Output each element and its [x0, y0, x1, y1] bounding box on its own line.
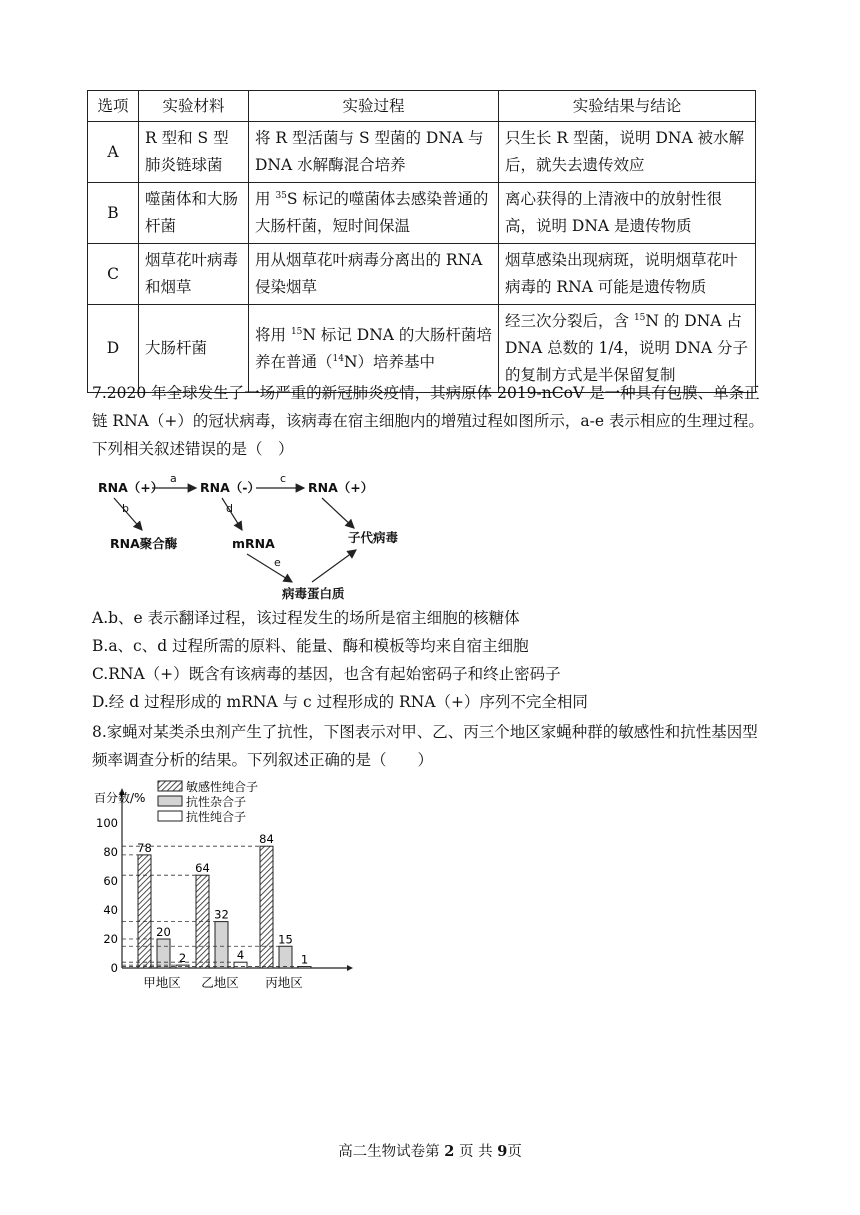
- isotope-sup: 15: [633, 313, 646, 323]
- arrow-protein-to-virus: [312, 550, 356, 582]
- table-header: 实验材料: [139, 91, 249, 122]
- question-8-stem: 8.家蝇对某类杀虫剂产生了抗性，下图表示对甲、乙、丙三个地区家蝇种群的敏感性和抗性基因型频率调查分析的结果。下列叙述正确的是（ ）: [92, 723, 758, 769]
- page-footer: [0, 1140, 860, 1161]
- y-tick-label: 80: [103, 845, 118, 859]
- option-cell: B: [88, 183, 139, 244]
- experiment-table: [87, 90, 755, 393]
- result-cell: 只生长 R 型菌，说明 DNA 被水解后，就失去遗传效应: [499, 122, 756, 183]
- bar-value-label: 2: [178, 951, 187, 966]
- gene-frequency-chart: [92, 775, 362, 995]
- bar: [215, 922, 228, 968]
- category-label: 乙地区: [201, 975, 239, 990]
- table-row: [88, 183, 756, 244]
- viral-protein-node: 病毒蛋白质: [282, 586, 345, 601]
- process-cell: 用从烟草花叶病毒分离出的 RNA 侵染烟草: [249, 244, 499, 305]
- table-row: [88, 122, 756, 183]
- label-c: c: [280, 472, 287, 485]
- arrow-rna-to-virus: [322, 498, 354, 528]
- legend-label: 抗性纯合子: [186, 810, 247, 824]
- label-a: a: [170, 472, 177, 485]
- isotope-sup: 15: [290, 326, 303, 337]
- progeny-virus-node: 子代病毒: [348, 530, 399, 545]
- rna-plus-node: RNA（+）: [98, 480, 164, 495]
- material-cell: 大肠杆菌: [139, 305, 249, 393]
- footer-text: 页: [507, 1144, 522, 1160]
- option-cell: D: [88, 305, 139, 393]
- q7-option-d: D.经 d 过程形成的 mRNA 与 c 过程形成的 RNA（+）序列不完全相同: [92, 693, 588, 711]
- legend-swatch: [158, 811, 182, 821]
- y-tick-label: 0: [110, 961, 118, 975]
- footer-text: 页 共: [454, 1144, 498, 1160]
- table-header: 实验结果与结论: [499, 91, 756, 122]
- question-7-stem: 7.2020 年全球发生了一场严重的新冠肺炎疫情，其病原体 2019-nCoV 是一种具有包膜、单条正链 RNA（+）的冠状病毒，该病毒在宿主细胞内的增殖过程如图所示，a-e 表示相应的生理过程。下列相关叙述错误的是（ ）: [92, 384, 764, 458]
- label-b: b: [122, 502, 129, 515]
- bar: [279, 946, 292, 968]
- result-text: 经三次分裂后，含: [505, 312, 634, 330]
- total-pages: 9: [497, 1143, 508, 1160]
- page-number: 2: [444, 1143, 455, 1160]
- option-cell: C: [88, 244, 139, 305]
- bar-value-label: 15: [278, 932, 293, 947]
- bar-value-label: 4: [236, 948, 245, 963]
- material-cell: 噬菌体和大肠杆菌: [139, 183, 249, 244]
- category-label: 丙地区: [265, 975, 303, 990]
- y-tick-label: 20: [103, 932, 118, 946]
- label-e: e: [274, 556, 281, 569]
- category-label: 甲地区: [143, 975, 181, 990]
- bar-value-label: 20: [156, 925, 171, 939]
- table-header: 选项: [88, 91, 139, 122]
- table-header: 实验过程: [249, 91, 499, 122]
- process-text: S 标记的噬菌体去感染普通的大肠杆菌，短时间保温: [255, 190, 489, 235]
- process-text: N）培养基中: [343, 352, 436, 371]
- process-cell: 将 R 型活菌与 S 型菌的 DNA 与 DNA 水解酶混合培养: [249, 122, 499, 183]
- option-cell: A: [88, 122, 139, 183]
- bar-value-label: 84: [259, 832, 274, 847]
- bar: [298, 967, 311, 968]
- mrna-node: mRNA: [232, 536, 275, 551]
- legend-label: 抗性杂合子: [186, 795, 247, 809]
- isotope-sup: 14: [332, 353, 344, 364]
- label-d: d: [226, 502, 233, 515]
- bar-value-label: 78: [137, 840, 152, 855]
- result-cell: 离心获得的上清液中的放射性很高，说明 DNA 是遗传物质: [499, 183, 756, 244]
- bar: [157, 939, 170, 968]
- legend-label: 敏感性纯合子: [186, 780, 259, 794]
- result-text: N 的 DNA 占 DNA 总数的 1/4，说明 DNA 分子的复制方式是半保留复制: [505, 312, 749, 384]
- bar-value-label: 1: [300, 952, 309, 967]
- y-tick-label: 100: [96, 816, 118, 830]
- legend-swatch: [158, 796, 182, 806]
- bar-value-label: 64: [195, 861, 210, 876]
- bar: [260, 846, 273, 968]
- virus-replication-diagram: [92, 470, 412, 605]
- bar-value-label: 32: [214, 907, 229, 922]
- q7-option-b: B.a、c、d 过程所需的原料、能量、酶和模板等均来自宿主细胞: [92, 637, 529, 655]
- process-text: 将用: [255, 325, 291, 344]
- q7-option-c: C.RNA（+）既含有该病毒的基因，也含有起始密码子和终止密码子: [92, 665, 561, 683]
- q7-option-a: A.b、e 表示翻译过程，该过程发生的场所是宿主细胞的核糖体: [92, 609, 520, 627]
- rna-polymerase-node: RNA聚合酶: [110, 536, 178, 551]
- arrow-e: [247, 554, 292, 582]
- process-text: 用: [255, 190, 276, 208]
- footer-text: 高二生物试卷第: [338, 1144, 445, 1160]
- rna-minus-node: RNA（-）: [200, 480, 260, 495]
- y-tick-label: 60: [103, 874, 118, 888]
- isotope-sup: 35: [275, 191, 287, 201]
- bar: [234, 962, 247, 968]
- material-cell: 烟草花叶病毒和烟草: [139, 244, 249, 305]
- process-cell: [249, 183, 499, 244]
- table-row: [88, 244, 756, 305]
- bar: [138, 855, 151, 968]
- legend-swatch: [158, 781, 182, 791]
- result-cell: 烟草感染出现病斑，说明烟草花叶病毒的 RNA 可能是遗传物质: [499, 244, 756, 305]
- rna-plus-node-2: RNA（+）: [308, 480, 374, 495]
- table-header-row: [88, 91, 756, 122]
- y-tick-label: 40: [103, 903, 118, 917]
- x-axis-arrow: [347, 965, 353, 971]
- process-text: N 标记 DNA 的大肠杆菌培养在普通（: [255, 325, 492, 371]
- material-cell: R 型和 S 型肺炎链球菌: [139, 122, 249, 183]
- y-axis-label: 百分数/%: [94, 791, 146, 805]
